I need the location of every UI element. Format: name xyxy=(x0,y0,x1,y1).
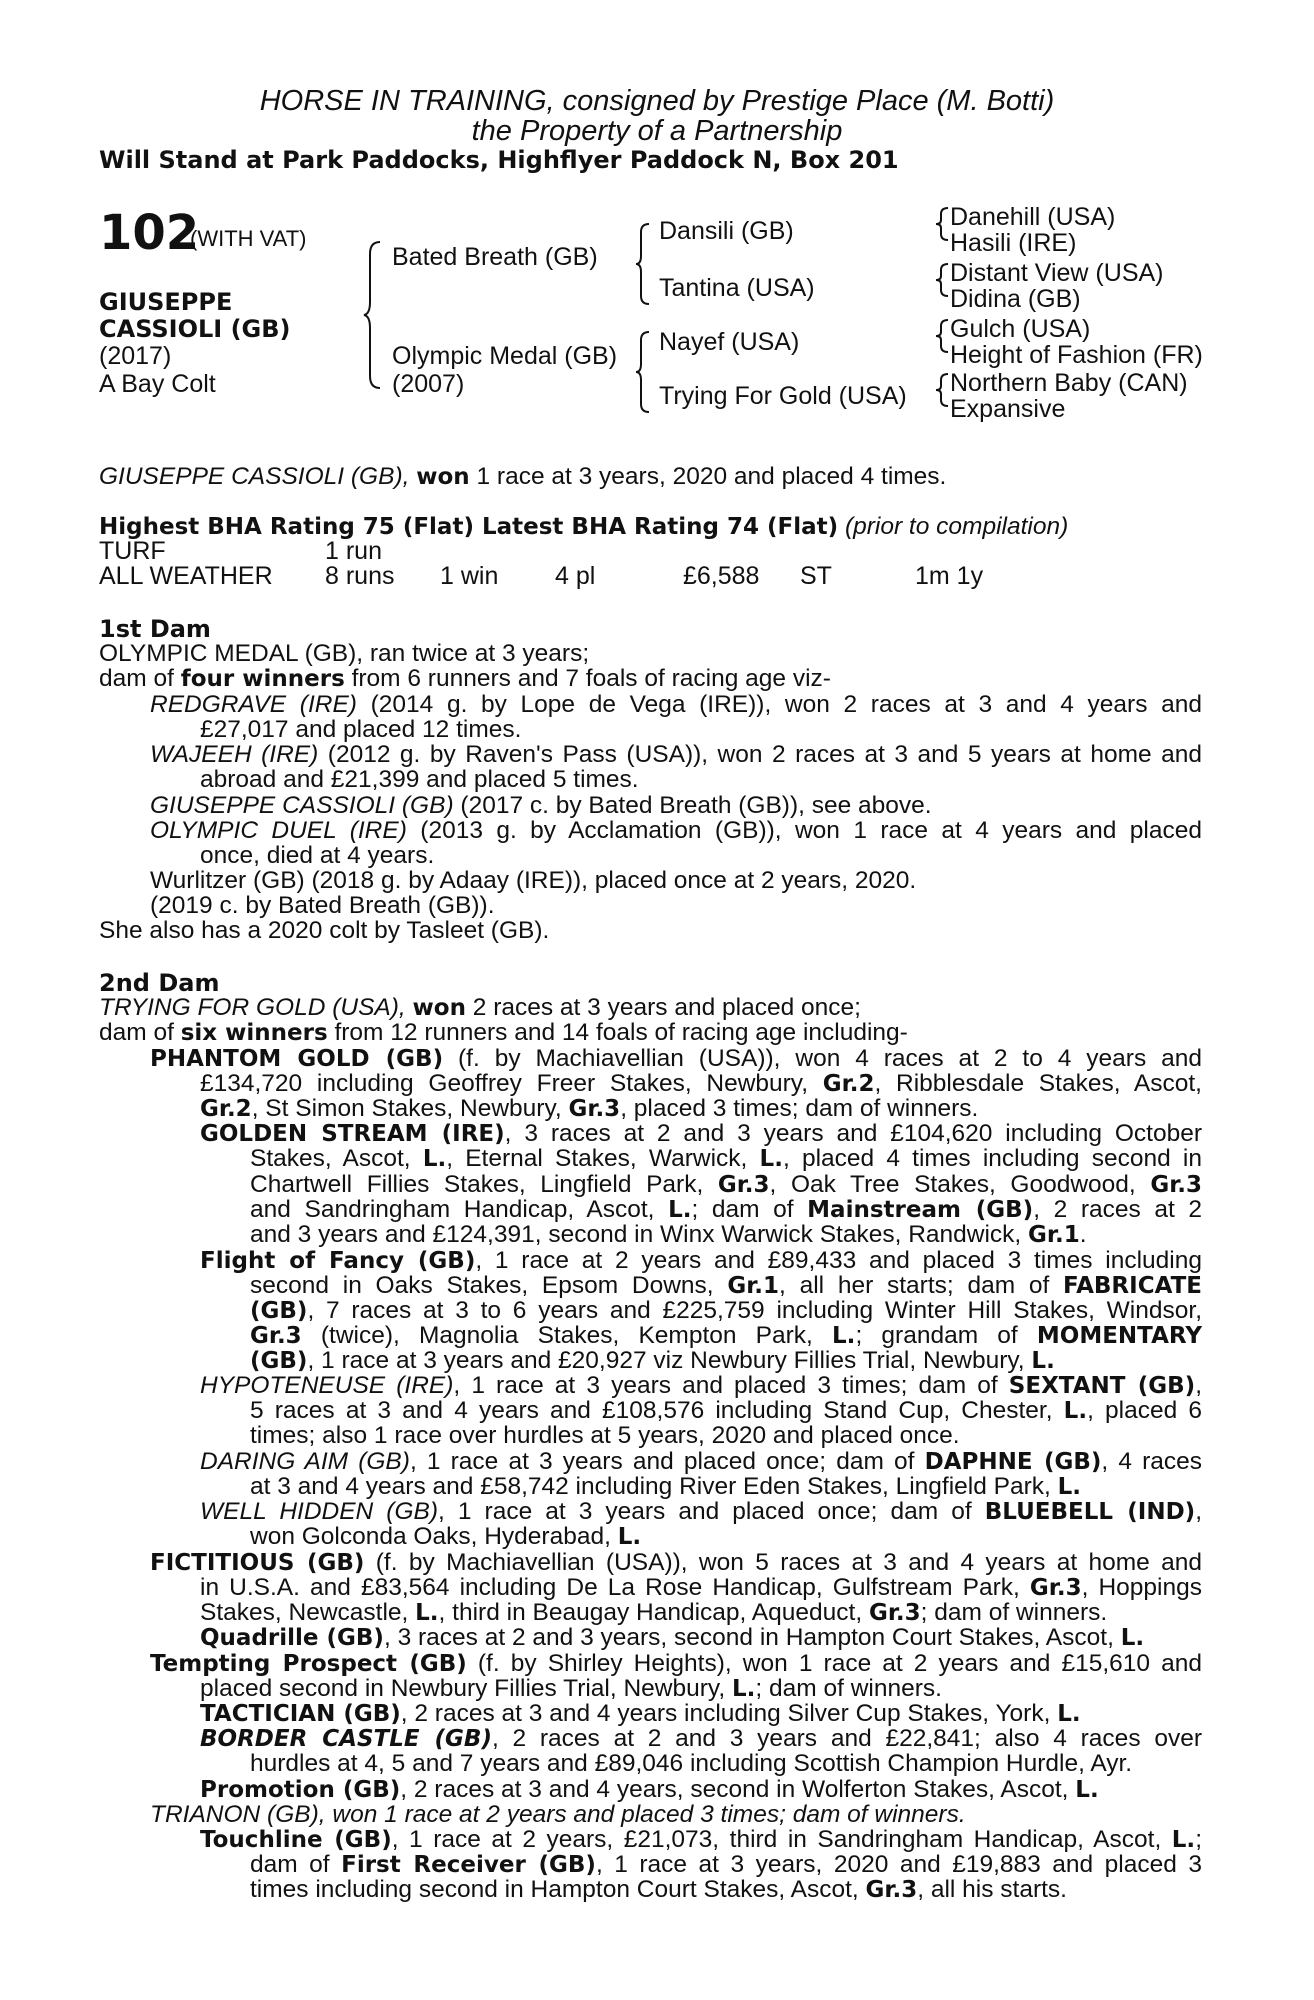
vat-note: (WITH VAT) xyxy=(190,226,307,251)
dam2-descendant-cont: times including second in Hampton Court Stakes, Ascot, Gr.3, all his starts. xyxy=(250,1876,1067,1903)
pedigree-dsd: Height of Fashion (FR) xyxy=(950,341,1203,369)
dam2-descendant-cont: dam of First Receiver (GB), 1 race at 3 years, 2020 and £19,883 and placed 3 xyxy=(250,1851,1202,1878)
dam2-runner-cont: £134,720 including Geoffrey Freer Stakes, Newbury, Gr.2, Ribblesdale Stakes, Ascot, xyxy=(200,1070,1202,1097)
dam2-descendant: WELL HIDDEN (GB), 1 race at 3 years and placed once; dam of BLUEBELL (IND), xyxy=(200,1498,1202,1525)
pedigree-brace-4 xyxy=(934,206,950,242)
first-dam-heading: 1st Dam xyxy=(99,615,211,643)
pedigree-ssd: Hasili (IRE) xyxy=(950,229,1077,257)
pedigree-sss: Danehill (USA) xyxy=(950,203,1116,231)
pedigree-brace-5 xyxy=(934,262,950,298)
dam2-descendant-cont: won Golconda Oaks, Hyderabad, L. xyxy=(250,1523,642,1550)
dam2-descendant: Promotion (GB), 2 races at 3 and 4 years, second in Wolferton Stakes, Ascot, L. xyxy=(200,1776,1099,1803)
aw-prize-money: £6,588 xyxy=(683,562,760,590)
pedigree-sds: Distant View (USA) xyxy=(950,259,1164,287)
pedigree-dam-sire: Nayef (USA) xyxy=(659,328,800,356)
first-dam-produce: dam of four winners from 6 runners and 7 foals of racing age viz- xyxy=(99,665,831,692)
dam2-descendant-cont: second in Oaks Stakes, Epsom Downs, Gr.1, all her starts; dam of FABRICATE xyxy=(250,1272,1202,1299)
pedigree-dds: Northern Baby (CAN) xyxy=(950,369,1188,397)
dam1-note: She also has a 2020 colt by Tasleet (GB). xyxy=(99,917,550,944)
dam1-runner: REDGRAVE (IRE) (2014 g. by Lope de Vega (IRE)), won 2 races at 3 and 4 years and xyxy=(150,691,1202,718)
horse-name-2: CASSIOLI (GB) xyxy=(99,315,291,343)
dam2-runner: Tempting Prospect (GB) (f. by Shirley Heights), won 1 race at 2 years and £15,610 and xyxy=(150,1650,1202,1677)
horse-name: GIUSEPPE xyxy=(99,288,233,316)
dam1-runner: WAJEEH (IRE) (2012 g. by Raven's Pass (USA)), won 2 races at 3 and 5 years at home and xyxy=(150,741,1202,768)
dam2-descendant-cont: Gr.3 (twice), Magnolia Stakes, Kempton Park, L.; grandam of MOMENTARY xyxy=(250,1322,1202,1349)
dam2-descendant-cont: (GB), 1 race at 3 years and £20,927 viz Newbury Fillies Trial, Newbury, L. xyxy=(250,1347,1055,1374)
dam2-descendant-cont: at 3 and 4 years and £58,742 including River Eden Stakes, Lingfield Park, L. xyxy=(250,1473,1082,1500)
dam1-runner-cont: abroad and £21,399 and placed 5 times. xyxy=(200,766,639,793)
dam2-descendant: Quadrille (GB), 3 races at 2 and 3 years, second in Hampton Court Stakes, Ascot, L. xyxy=(200,1624,1145,1651)
dam2-descendant: HYPOTENEUSE (IRE), 1 race at 3 years and placed 3 times; dam of SEXTANT (GB), xyxy=(200,1372,1202,1399)
pedigree-dam-year: (2007) xyxy=(392,370,465,398)
second-dam-heading: 2nd Dam xyxy=(99,969,220,997)
property-line: the Property of a Partnership xyxy=(471,115,843,147)
dam2-descendant-cont: (GB), 7 races at 3 to 6 years and £225,759 including Winter Hill Stakes, Windsor, xyxy=(250,1297,1202,1324)
dam2-runner-cont: placed second in Newbury Fillies Trial, Newbury, L.; dam of winners. xyxy=(200,1675,942,1702)
dam1-runner: OLYMPIC DUEL (IRE) (2013 g. by Acclamation (GB)), won 1 race at 4 years and placed xyxy=(150,817,1202,844)
pedigree-sire-sire: Dansili (GB) xyxy=(659,217,794,245)
dam1-runner: GIUSEPPE CASSIOLI (GB) (2017 c. by Bated Breath (GB)), see above. xyxy=(150,792,932,819)
pedigree-brace-7 xyxy=(934,372,950,408)
aw-wins: 1 win xyxy=(440,562,499,590)
dam2-descendant-cont: times; also 1 race over hurdles at 5 years, 2020 and placed once. xyxy=(250,1422,960,1449)
turf-runs: 1 run xyxy=(325,537,382,565)
dam2-runner-cont: Stakes, Newcastle, L., third in Beaugay Handicap, Aqueduct, Gr.3; dam of winners. xyxy=(200,1599,1108,1626)
horse-year: (2017) xyxy=(99,342,172,370)
dam2-descendant-cont: and Sandringham Handicap, Ascot, L.; dam of Mainstream (GB), 2 races at 2 xyxy=(250,1196,1202,1223)
dam2-descendant-cont: 5 races at 3 and 4 years and £108,576 including Stand Cup, Chester, L., placed 6 xyxy=(250,1397,1202,1424)
second-dam-produce: dam of six winners from 12 runners and 14 foals of racing age including- xyxy=(99,1019,908,1046)
dam2-descendant: Flight of Fancy (GB), 1 race at 2 years and £89,433 and placed 3 times including xyxy=(200,1247,1202,1274)
dam2-runner: PHANTOM GOLD (GB) (f. by Machiavellian (USA)), won 4 races at 2 to 4 years and xyxy=(150,1045,1202,1072)
pedigree-brace-6 xyxy=(934,318,950,354)
pedigree-brace-3 xyxy=(634,330,652,414)
second-dam-line: TRYING FOR GOLD (USA), won 2 races at 3 years and placed once; xyxy=(99,994,861,1021)
pedigree-sdd: Didina (GB) xyxy=(950,285,1081,313)
dam2-descendant-cont: hurdles at 4, 5 and 7 years and £89,046 including Scottish Champion Hurdle, Ayr. xyxy=(250,1750,1133,1777)
aw-runs: 8 runs xyxy=(325,562,395,590)
lot-number: 102 xyxy=(99,205,200,261)
dam1-runner-cont: once, died at 4 years. xyxy=(200,842,435,869)
dam2-descendant-cont: Stakes, Ascot, L., Eternal Stakes, Warwick, L., placed 4 times including second in xyxy=(250,1145,1202,1172)
dam2-descendant: GOLDEN STREAM (IRE), 3 races at 2 and 3 years and £104,620 including October xyxy=(200,1120,1202,1147)
consignor-line: HORSE IN TRAINING, consigned by Prestige Place (M. Botti) xyxy=(259,85,1055,117)
horse-description: A Bay Colt xyxy=(99,370,216,398)
aw-label: ALL WEATHER xyxy=(99,562,273,590)
dam2-descendant-cont: Chartwell Fillies Stakes, Lingfield Park, Gr.3, Oak Tree Stakes, Goodwood, Gr.3 xyxy=(250,1171,1202,1198)
dam2-runner: TRIANON (GB), won 1 race at 2 years and placed 3 times; dam of winners. xyxy=(150,1801,966,1828)
dam1-runner: (2019 c. by Bated Breath (GB)). xyxy=(150,892,495,919)
bha-rating: Highest BHA Rating 75 (Flat) Latest BHA Rating 74 (Flat) (prior to compilation) xyxy=(99,513,1069,540)
pedigree-brace-2 xyxy=(634,222,652,306)
dam2-descendant-cont: and 3 years and £124,391, second in Winx Warwick Stakes, Randwick, Gr.1. xyxy=(250,1221,1087,1248)
pedigree-sire-dam: Tantina (USA) xyxy=(659,274,815,302)
pedigree-dam: Olympic Medal (GB) xyxy=(392,342,618,370)
stabling-line: Will Stand at Park Paddocks, Highflyer Paddock N, Box 201 xyxy=(99,146,899,174)
race-summary: GIUSEPPE CASSIOLI (GB), won 1 race at 3 years, 2020 and placed 4 times. xyxy=(99,463,947,490)
aw-distance: 1m 1y xyxy=(915,562,984,590)
pedigree-ddd: Expansive xyxy=(950,395,1066,423)
dam2-descendant: DARING AIM (GB), 1 race at 3 years and placed once; dam of DAPHNE (GB), 4 races xyxy=(200,1448,1202,1475)
dam2-runner-cont: Gr.2, St Simon Stakes, Newbury, Gr.3, placed 3 times; dam of winners. xyxy=(200,1095,979,1122)
pedigree-dss: Gulch (USA) xyxy=(950,315,1091,343)
dam1-runner: Wurlitzer (GB) (2018 g. by Adaay (IRE)), placed once at 2 years, 2020. xyxy=(150,867,917,894)
dam2-descendant: Touchline (GB), 1 race at 2 years, £21,073, third in Sandringham Handicap, Ascot, L.; xyxy=(200,1826,1202,1853)
dam2-descendant: BORDER CASTLE (GB), 2 races at 2 and 3 years and £22,841; also 4 races over xyxy=(200,1725,1202,1752)
pedigree-sire: Bated Breath (GB) xyxy=(392,243,598,271)
dam2-runner-cont: in U.S.A. and £83,564 including De La Rose Handicap, Gulfstream Park, Gr.3, Hoppings xyxy=(200,1574,1202,1601)
dam2-descendant: TACTICIAN (GB), 2 races at 3 and 4 years including Silver Cup Stakes, York, L. xyxy=(200,1700,1081,1727)
dam2-runner: FICTITIOUS (GB) (f. by Machiavellian (USA)), won 5 races at 3 and 4 years at home and xyxy=(150,1549,1202,1576)
dam1-runner-cont: £27,017 and placed 12 times. xyxy=(200,716,522,743)
aw-placed: 4 pl xyxy=(555,562,596,590)
turf-label: TURF xyxy=(99,537,166,565)
pedigree-dam-dam: Trying For Gold (USA) xyxy=(659,382,907,410)
first-dam-line: OLYMPIC MEDAL (GB), ran twice at 3 years; xyxy=(99,640,590,667)
aw-surface: ST xyxy=(800,562,832,590)
pedigree-brace-1 xyxy=(362,240,384,390)
